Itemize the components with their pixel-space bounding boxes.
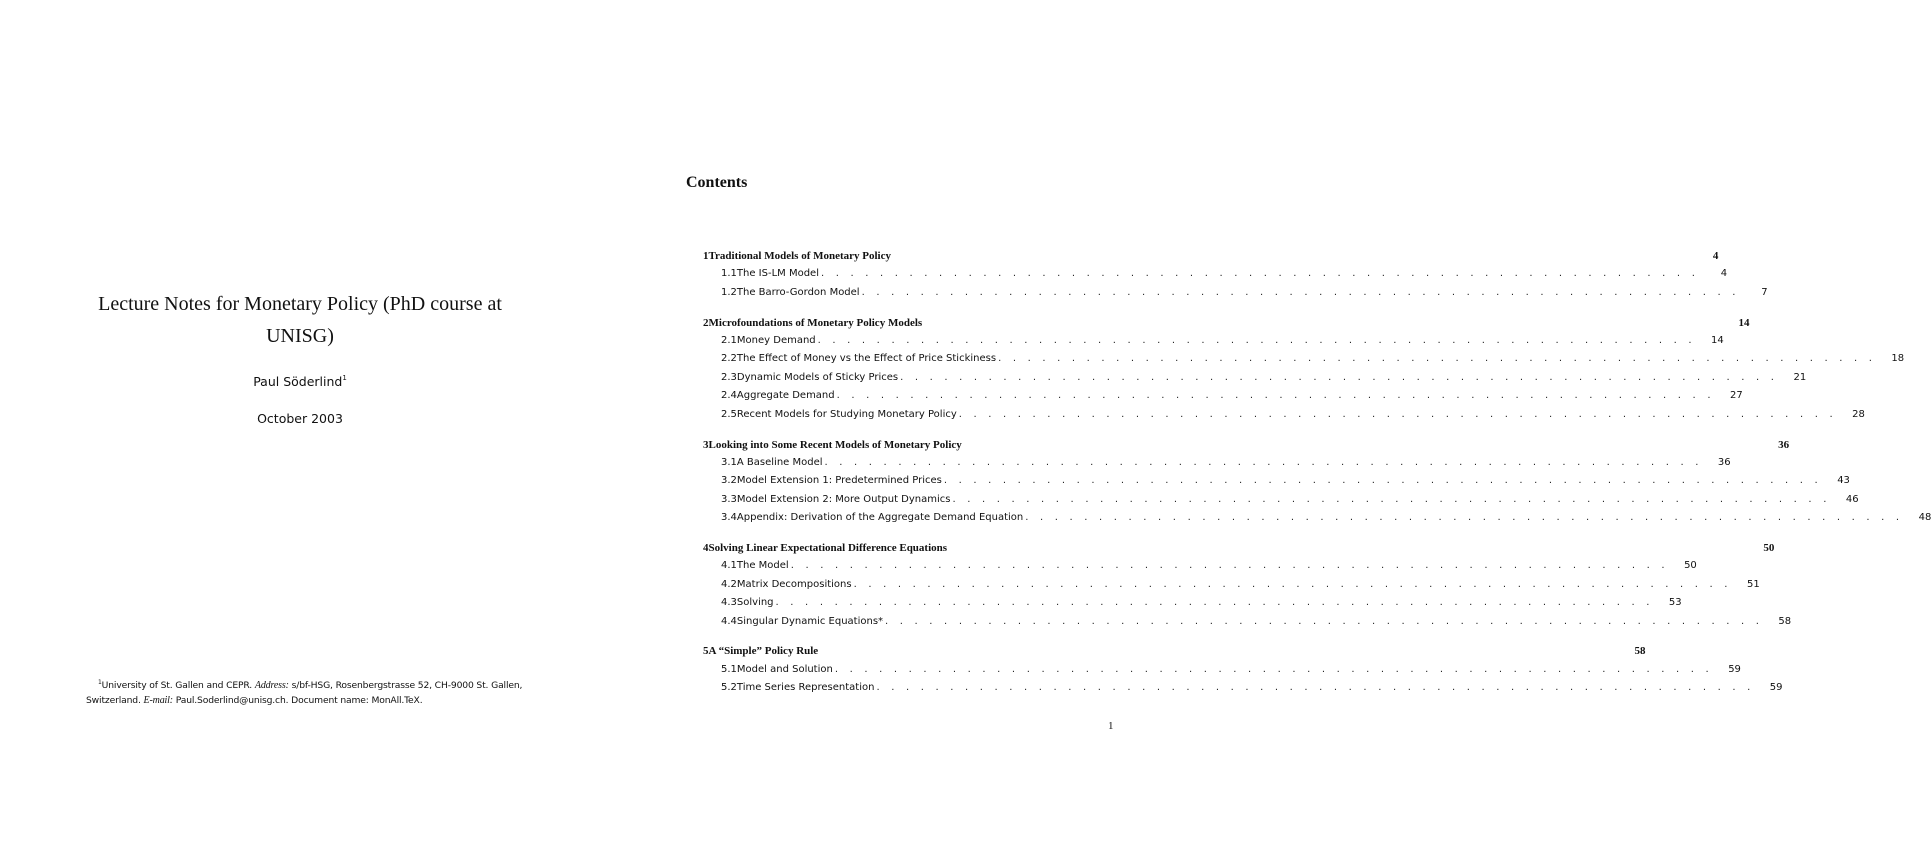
toc-subsection-title: Model Extension 1: Predetermined Prices bbox=[736, 475, 942, 487]
toc-subsection-page: 14 bbox=[1711, 335, 1724, 347]
toc-subsection-title: A Baseline Model bbox=[736, 456, 823, 468]
toc-section-title: Solving Linear Expectational Difference Equations bbox=[708, 541, 948, 554]
toc-subsection-page: 53 bbox=[1668, 597, 1682, 609]
toc-subsection-page: 48 bbox=[1918, 512, 1931, 524]
toc-section-title: Microfoundations of Monetary Policy Models bbox=[708, 316, 923, 329]
toc-section-number: 2 bbox=[703, 316, 709, 329]
toc-leader-dots: . . . . . . . . . . . . . . . . . . . . . . . . . . . . . . . . . . . . . . . . . . . . . . . . . . . . . . . . . . . . bbox=[824, 456, 1703, 468]
toc-leader-dots: . . . . . . . . . . . . . . . . . . . . . . . . . . . . . . . . . . . . . . . . . . . . . . . . . . . . . . . . . . . . bbox=[790, 560, 1669, 572]
toc-subsection-page: 59 bbox=[1728, 663, 1741, 675]
toc-subsection-title: Model and Solution bbox=[736, 663, 833, 675]
toc-leader-dots: . . . . . . . . . . . . . . . . . . . . . . . . . . . . . . . . . . . . . . . . . . . . . . . . . . . . . . . . . . . . bbox=[853, 578, 1732, 590]
table-of-contents bbox=[700, 247, 1931, 709]
toc-subsection-entry[interactable] bbox=[700, 369, 1807, 387]
toc-subsection-number: 1.2 bbox=[721, 286, 737, 298]
toc-leader-dots: . . . . . . . . . . . . . . . . . . . . . . . . . . . . . . . . . . . . . . . . . . . . . . . . . . . . . . . . . . . . bbox=[1025, 512, 1904, 524]
toc-subsection-entry[interactable] bbox=[700, 387, 1743, 405]
toc-section-number: 5 bbox=[703, 645, 709, 658]
toc-section-page: 14 bbox=[1738, 316, 1750, 329]
toc-section-entry[interactable] bbox=[700, 642, 1646, 660]
toc-subsection-title: Time Series Representation bbox=[736, 682, 875, 694]
toc-subsection-number: 2.5 bbox=[721, 408, 737, 420]
toc-section-page: 4 bbox=[1712, 250, 1719, 262]
toc-subsection-page: 51 bbox=[1746, 578, 1760, 590]
toc-section-number: 1 bbox=[703, 250, 709, 262]
toc-subsection-title: Appendix: Derivation of the Aggregate Demand Equation bbox=[736, 512, 1024, 524]
toc-leader-dots: . . . . . . . . . . . . . . . . . . . . . . . . . . . . . . . . . . . . . . . . . . . . . . . . . . . . . . . . . . . . bbox=[998, 353, 1877, 365]
toc-subsection-entry[interactable] bbox=[700, 613, 1792, 631]
toc-section bbox=[700, 314, 1905, 424]
toc-subsection-page: 46 bbox=[1845, 493, 1859, 505]
toc-section bbox=[700, 436, 1931, 528]
toc-subsection-page: 7 bbox=[1761, 286, 1768, 298]
toc-subsection-title: Dynamic Models of Sticky Prices bbox=[736, 371, 899, 383]
toc-subsection-title: Model Extension 2: More Output Dynamics bbox=[736, 493, 951, 505]
toc-subsection-entry[interactable] bbox=[700, 557, 1697, 575]
toc-leader-dots: . . . . . . . . . . . . . . . . . . . . . . . . . . . . . . . . . . . . . . . . . . . . . . . . . . . . . . . . . . . . bbox=[836, 390, 1715, 402]
toc-leader-dots: . . . . . . . . . . . . . . . . . . . . . . . . . . . . . . . . . . . . . . . . . . . . . . . . . . . . . . . . . . . . bbox=[876, 682, 1755, 694]
toc-section bbox=[700, 642, 1783, 697]
toc-subsection-page: 21 bbox=[1793, 371, 1807, 383]
toc-section-entry[interactable] bbox=[700, 539, 1775, 557]
toc-subsection-entry[interactable] bbox=[700, 491, 1859, 509]
toc-subsection-title: Matrix Decompositions bbox=[736, 578, 852, 590]
toc-leader-dots: . . . . . . . . . . . . . . . . . . . . . . . . . . . . . . . . . . . . . . . . . . . . . . . . . . . . . . . . . . . . bbox=[885, 615, 1764, 627]
toc-subsection-entry[interactable] bbox=[700, 454, 1731, 472]
footnote-text-2: s/bf-HSG, Rosenbergstrasse 52, CH-9000 St. Gallen, Switzerland. bbox=[86, 680, 523, 706]
toc-subsection-title: The Effect of Money vs the Effect of Price Stickiness bbox=[736, 353, 997, 365]
toc-subsection-title: Aggregate Demand bbox=[736, 390, 835, 402]
toc-subsection-page: 27 bbox=[1729, 390, 1743, 402]
toc-section-page: 58 bbox=[1634, 645, 1646, 658]
author-line bbox=[80, 374, 520, 389]
toc-subsection-number: 2.2 bbox=[721, 353, 737, 365]
toc-subsection-page: 18 bbox=[1891, 353, 1905, 365]
toc-subsection-number: 4.1 bbox=[721, 560, 737, 572]
toc-section-page: 36 bbox=[1778, 438, 1790, 451]
toc-subsection-number: 3.1 bbox=[721, 456, 737, 468]
toc-subsection-title: Recent Models for Studying Monetary Policy bbox=[736, 408, 957, 420]
toc-leader-dots: . . . . . . . . . . . . . . . . . . . . . . . . . . . . . . . . . . . . . . . . . . . . . . . . . . . . . . . . . . . . bbox=[952, 493, 1831, 505]
toc-subsection-number: 2.4 bbox=[721, 390, 737, 402]
toc-leader-dots: . . . . . . . . . . . . . . . . . . . . . . . . . . . . . . . . . . . . . . . . . . . . . . . . . . . . . . . . . . . . bbox=[817, 335, 1696, 347]
toc-section-title: A “Simple” Policy Rule bbox=[708, 645, 819, 658]
toc-subsection-entry[interactable] bbox=[700, 406, 1865, 424]
toc-subsection-page: 4 bbox=[1720, 268, 1728, 280]
toc-section-entry[interactable] bbox=[700, 436, 1790, 454]
toc-subsection-number: 3.2 bbox=[721, 475, 737, 487]
toc-subsection-title: Money Demand bbox=[736, 335, 816, 347]
toc-subsection-entry[interactable] bbox=[700, 265, 1728, 283]
document-title: Lecture Notes for Monetary Policy (PhD course at UNISG) bbox=[98, 293, 502, 347]
toc-subsection-entry[interactable] bbox=[700, 350, 1905, 368]
toc-section bbox=[700, 539, 1792, 631]
toc-subsection-page: 43 bbox=[1837, 475, 1850, 487]
footnote-address-label: Address: bbox=[254, 680, 289, 691]
toc-subsection-title: Solving bbox=[736, 597, 774, 609]
contents-heading: Contents bbox=[686, 174, 748, 191]
toc-subsection-entry[interactable] bbox=[700, 284, 1768, 302]
toc-subsection-page: 50 bbox=[1684, 560, 1697, 572]
toc-subsection-entry[interactable] bbox=[700, 679, 1783, 697]
toc-leader-dots: . . . . . . . . . . . . . . . . . . . . . . . . . . . . . . . . . . . . . . . . . . . . . . . . . . . . . . . . . . . . bbox=[900, 371, 1779, 383]
toc-subsection-page: 36 bbox=[1717, 456, 1731, 468]
toc-section-title: Looking into Some Recent Models of Monetary Policy bbox=[708, 438, 962, 451]
toc-section-entry[interactable] bbox=[700, 247, 1719, 265]
author-footnote-mark: 1 bbox=[342, 374, 347, 382]
toc-subsection-title: The IS-LM Model bbox=[736, 268, 819, 280]
toc-subsection-number: 3.4 bbox=[721, 512, 737, 524]
footnote-email-label: E-mail: bbox=[143, 695, 173, 706]
toc-section-page: 50 bbox=[1763, 541, 1775, 554]
toc-section-title: Traditional Models of Monetary Policy bbox=[708, 250, 891, 262]
toc-section-entry[interactable] bbox=[700, 314, 1750, 332]
toc-subsection-entry[interactable] bbox=[700, 472, 1850, 490]
toc-subsection-entry[interactable] bbox=[700, 509, 1931, 527]
page-number: 1 bbox=[1108, 720, 1114, 732]
toc-subsection-title: Singular Dynamic Equations* bbox=[736, 615, 884, 627]
toc-leader-dots: . . . . . . . . . . . . . . . . . . . . . . . . . . . . . . . . . . . . . . . . . . . . . . . . . . . . . . . . . . . . bbox=[821, 268, 1700, 280]
toc-subsection-title: The Model bbox=[736, 560, 789, 572]
toc-subsection-number: 2.1 bbox=[721, 335, 737, 347]
toc-section bbox=[700, 247, 1768, 302]
toc-leader-dots: . . . . . . . . . . . . . . . . . . . . . . . . . . . . . . . . . . . . . . . . . . . . . . . . . . . . . . . . . . . . bbox=[958, 408, 1837, 420]
toc-subsection-number: 3.3 bbox=[721, 493, 737, 505]
toc-subsection-page: 58 bbox=[1778, 615, 1792, 627]
toc-leader-dots: . . . . . . . . . . . . . . . . . . . . . . . . . . . . . . . . . . . . . . . . . . . . . . . . . . . . . . . . . . . . bbox=[861, 286, 1740, 298]
document-date: October 2003 bbox=[257, 411, 343, 426]
toc-subsection-number: 4.2 bbox=[721, 578, 737, 590]
toc-subsection-page: 28 bbox=[1852, 408, 1865, 420]
toc-subsection-entry[interactable] bbox=[700, 661, 1741, 679]
toc-subsection-entry[interactable] bbox=[700, 332, 1724, 350]
toc-subsection-entry[interactable] bbox=[700, 594, 1682, 612]
toc-subsection-number: 5.2 bbox=[721, 682, 737, 694]
toc-subsection-page: 59 bbox=[1769, 682, 1783, 694]
toc-subsection-number: 4.4 bbox=[721, 615, 737, 627]
toc-leader-dots: . . . . . . . . . . . . . . . . . . . . . . . . . . . . . . . . . . . . . . . . . . . . . . . . . . . . . . . . . . . . bbox=[943, 475, 1822, 487]
toc-section-number: 3 bbox=[703, 438, 709, 451]
footnote-text-1: University of St. Gallen and CEPR. bbox=[101, 680, 255, 691]
toc-subsection-number: 4.3 bbox=[721, 597, 737, 609]
toc-leader-dots: . . . . . . . . . . . . . . . . . . . . . . . . . . . . . . . . . . . . . . . . . . . . . . . . . . . . . . . . . . . . bbox=[775, 597, 1654, 609]
toc-subsection-number: 2.3 bbox=[721, 371, 737, 383]
author-name: Paul Söderlind bbox=[253, 374, 343, 389]
toc-subsection-number: 1.1 bbox=[721, 268, 737, 280]
toc-section-number: 4 bbox=[703, 541, 709, 554]
toc-leader-dots: . . . . . . . . . . . . . . . . . . . . . . . . . . . . . . . . . . . . . . . . . . . . . . . . . . . . . . . . . . . . bbox=[834, 663, 1713, 675]
toc-subsection-number: 5.1 bbox=[721, 663, 737, 675]
footnote-mark: 1 bbox=[98, 679, 102, 686]
toc-subsection-title: The Barro-Gordon Model bbox=[736, 286, 860, 298]
footnote-text-3: Paul.Soderlind@unisg.ch. Document name: MonAll.TeX. bbox=[172, 695, 423, 706]
footnote bbox=[86, 675, 526, 708]
toc-subsection-entry[interactable] bbox=[700, 576, 1760, 594]
